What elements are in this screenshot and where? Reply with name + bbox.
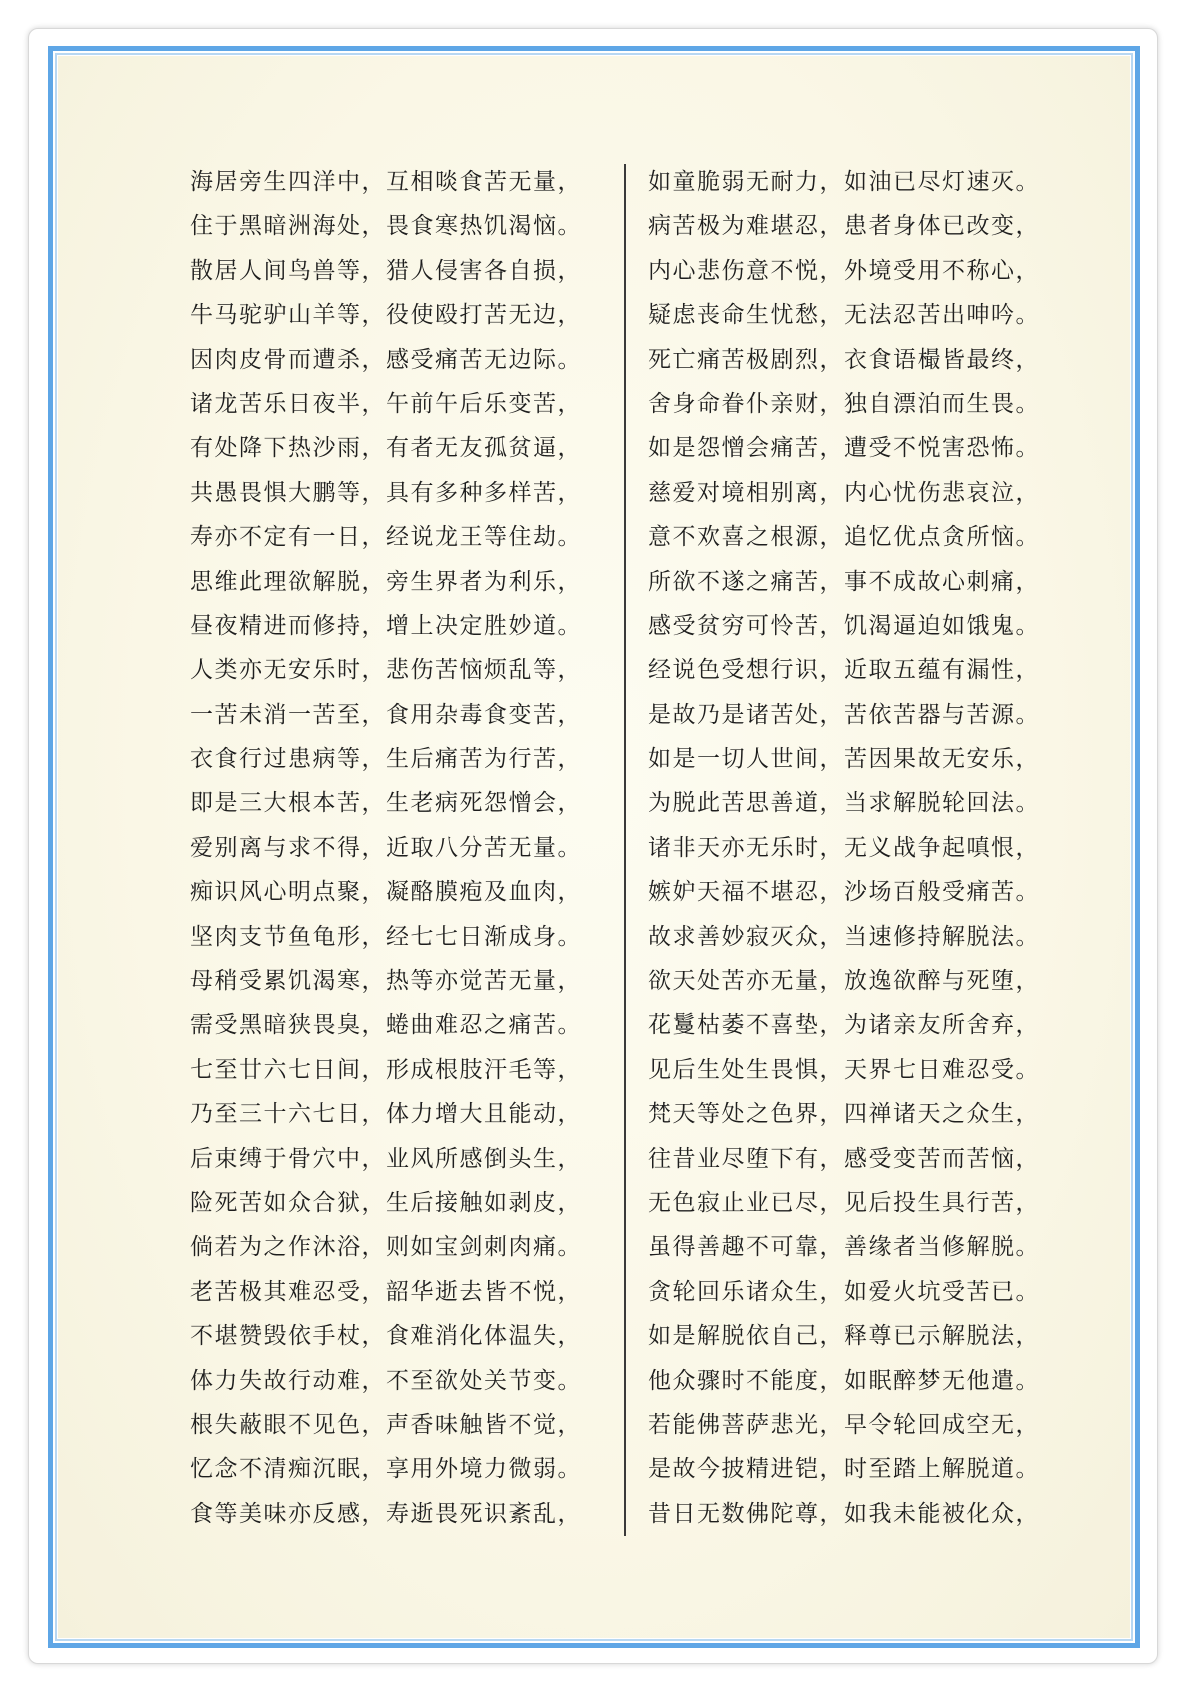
verse-line: 食等美味亦反感，寿逝畏死识紊乱， (190, 1500, 582, 1527)
verse-line: 有处降下热沙雨，有者无友孤贫逼， (190, 435, 582, 462)
verse-line: 散居人间鸟兽等，猎人侵害各自损， (190, 257, 582, 284)
verse-line: 舍身命眷仆亲财，独自漂泊而生畏。 (648, 390, 1040, 417)
verse-line: 嫉妒天福不堪忍，沙场百般受痛苦。 (648, 879, 1040, 906)
verse-line: 体力失故行动难，不至欲处关节变。 (190, 1367, 582, 1394)
left-verse-column (190, 160, 620, 1536)
verse-line: 诸非天亦无乐时，无义战争起嗔恨， (648, 834, 1040, 861)
verse-line: 诸龙苦乐日夜半，午前午后乐变苦， (190, 390, 582, 417)
verse-line: 爱别离与求不得，近取八分苦无量。 (190, 834, 582, 861)
verse-line: 共愚畏惧大鹏等，具有多种多样苦， (190, 479, 582, 506)
verse-line: 险死苦如众合狱，生后接触如剥皮， (190, 1189, 582, 1216)
verse-line: 故求善妙寂灭众，当速修持解脱法。 (648, 923, 1040, 950)
verse-line: 不堪赞毁依手杖，食难消化体温失， (190, 1323, 582, 1350)
verse-line: 老苦极其难忍受，韶华逝去皆不悦， (190, 1278, 582, 1305)
verse-line: 衣食行过患病等，生后痛苦为行苦， (190, 746, 582, 773)
verse-line: 痴识风心明点聚，凝酪膜疱及血肉， (190, 879, 582, 906)
verse-line: 疑虑丧命生忧愁，无法忍苦出呻吟。 (648, 302, 1040, 329)
verse-line: 需受黑暗狭畏臭，蜷曲难忍之痛苦。 (190, 1012, 582, 1039)
verse-line: 如童脆弱无耐力，如油已尽灯速灭。 (648, 169, 1040, 195)
verse-line: 无色寂止业已尽，见后投生具行苦， (648, 1189, 1040, 1216)
verse-line: 昔日无数佛陀尊，如我未能被化众， (648, 1500, 1040, 1527)
verse-line: 欲天处苦亦无量，放逸欲醉与死堕， (648, 968, 1040, 995)
verse-line: 思维此理欲解脱，旁生界者为利乐， (190, 568, 582, 595)
verse-line: 贪轮回乐诸众生，如爱火坑受苦已。 (648, 1278, 1040, 1305)
verse-line: 花鬘枯萎不喜垫，为诸亲友所舍弃， (648, 1012, 1040, 1039)
verse-line: 母稍受累饥渴寒，热等亦觉苦无量， (190, 968, 582, 995)
verse-line: 病苦极为难堪忍，患者身体已改变， (648, 213, 1040, 240)
verse-line: 如是解脱依自己，释尊已示解脱法， (648, 1323, 1040, 1350)
verse-line: 忆念不清痴沉眠，享用外境力微弱。 (190, 1456, 582, 1483)
verse-line: 后束缚于骨穴中，业风所感倒头生， (190, 1145, 582, 1172)
right-verse-column (648, 160, 1078, 1536)
verse-line: 昼夜精进而修持，增上决定胜妙道。 (190, 612, 582, 639)
column-divider (624, 164, 626, 1536)
verse-line: 住于黑暗洲海处，畏食寒热饥渴恼。 (190, 213, 582, 240)
verse-line: 经说色受想行识，近取五蕴有漏性， (648, 657, 1040, 684)
verse-line: 根失蔽眼不见色，声香味触皆不觉， (190, 1411, 582, 1438)
verse-line: 是故乃是诸苦处，苦依苦器与苦源。 (648, 701, 1040, 728)
verse-line: 倘若为之作沐浴，则如宝剑刺肉痛。 (190, 1234, 582, 1261)
verse-line: 如是怨憎会痛苦，遭受不悦害恐怖。 (648, 435, 1040, 462)
verse-line: 意不欢喜之根源，追忆优点贪所恼。 (648, 524, 1040, 551)
verse-line: 往昔业尽堕下有，感受变苦而苦恼， (648, 1145, 1040, 1172)
verse-line: 七至廿六七日间，形成根肢汗毛等， (190, 1056, 582, 1083)
verse-line: 牛马驼驴山羊等，役使殴打苦无边， (190, 302, 582, 329)
verse-line: 梵天等处之色界，四禅诸天之众生， (648, 1101, 1040, 1128)
verse-line: 坚肉支节鱼龟形，经七七日渐成身。 (190, 923, 582, 950)
verse-line: 他众骤时不能度，如眠醉梦无他遣。 (648, 1367, 1040, 1394)
verse-line: 因肉皮骨而遭杀，感受痛苦无边际。 (190, 346, 582, 373)
verse-line: 即是三大根本苦，生老病死怨憎会， (190, 790, 582, 817)
verse-line: 乃至三十六七日，体力增大且能动， (190, 1101, 582, 1128)
verse-line: 若能佛菩萨悲光，早令轮回成空无， (648, 1411, 1040, 1438)
verse-line: 感受贫穷可怜苦，饥渴逼迫如饿鬼。 (648, 612, 1040, 639)
verse-line: 一苦未消一苦至，食用杂毒食变苦， (190, 701, 582, 728)
verse-line: 如是一切人世间，苦因果故无安乐， (648, 746, 1040, 773)
verse-line: 人类亦无安乐时，悲伤苦恼烦乱等， (190, 657, 582, 684)
verse-line: 所欲不遂之痛苦，事不成故心刺痛， (648, 568, 1040, 595)
verse-line: 见后生处生畏惧，天界七日难忍受。 (648, 1056, 1040, 1083)
verse-line: 海居旁生四洋中，互相啖食苦无量， (190, 169, 582, 195)
verse-line: 死亡痛苦极剧烈，衣食语樶皆最终， (648, 346, 1040, 373)
verse-line: 是故今披精进铠，时至踏上解脱道。 (648, 1456, 1040, 1483)
verse-line: 寿亦不定有一日，经说龙王等住劫。 (190, 524, 582, 551)
verse-line: 慈爱对境相别离，内心忧伤悲哀泣， (648, 479, 1040, 506)
verse-line: 为脱此苦思善道，当求解脱轮回法。 (648, 790, 1040, 817)
verse-line: 内心悲伤意不悦，外境受用不称心， (648, 257, 1040, 284)
verse-line: 虽得善趣不可靠，善缘者当修解脱。 (648, 1234, 1040, 1261)
